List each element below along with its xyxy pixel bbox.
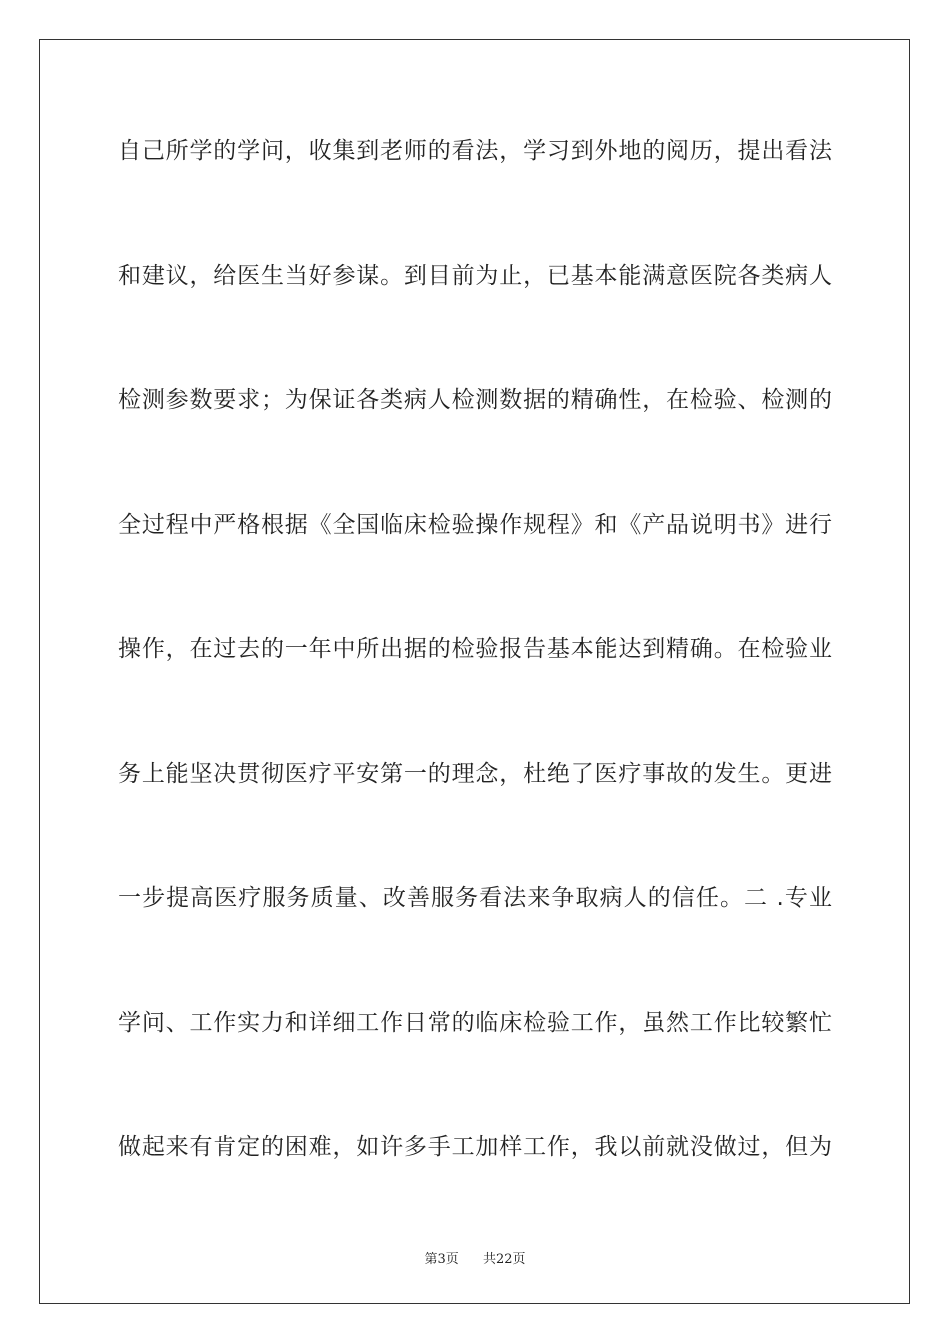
- body-text-line: 检测参数要求；为保证各类病人检测数据的精确性，在检验、检测的: [118, 387, 832, 413]
- page-number: 第3页: [424, 1252, 459, 1267]
- body-text-line: 操作，在过去的一年中所出据的检验报告基本能达到精确。在检验业: [118, 636, 832, 662]
- total-pages: 共22页: [483, 1252, 526, 1267]
- body-text-line: 做起来有肯定的困难，如许多手工加样工作，我以前就没做过，但为: [118, 1134, 832, 1160]
- body-text-line: 学问、工作实力和详细工作日常的临床检验工作，虽然工作比较繁忙: [118, 1010, 832, 1036]
- body-text-line: 全过程中严格根据《全国临床检验操作规程》和《产品说明书》进行: [118, 512, 832, 538]
- page-footer: [0, 1248, 950, 1267]
- body-text-line: 一步提高医疗服务质量、改善服务看法来争取病人的信任。二 .专业: [118, 885, 832, 911]
- body-text-line: 和建议，给医生当好参谋。到目前为止，已基本能满意医院各类病人: [118, 263, 832, 289]
- body-text-line: 自己所学的学问，收集到老师的看法，学习到外地的阅历，提出看法: [118, 138, 832, 164]
- page-border: [39, 39, 910, 1304]
- body-text-line: 务上能坚决贯彻医疗平安第一的理念，杜绝了医疗事故的发生。更进: [118, 761, 832, 787]
